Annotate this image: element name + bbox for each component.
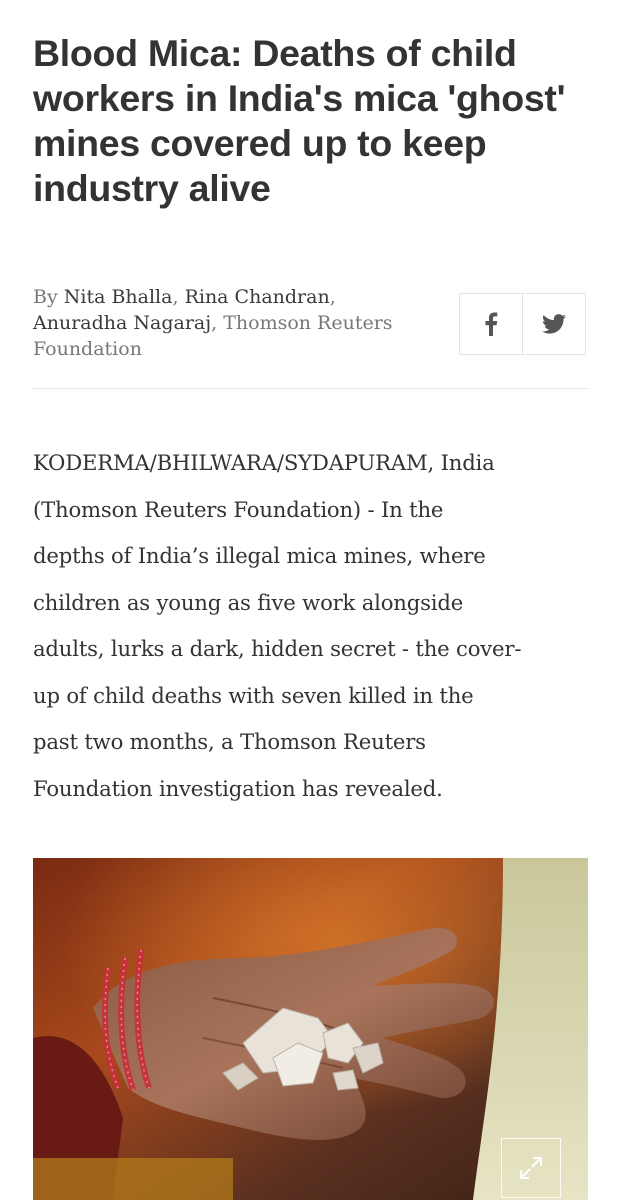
article-lead: KODERMA/BHILWARA/SYDAPURAM, India (Thomson Reuters Foundation) - In the depths of India’s illegal mica mines, where children as young as five work alongside adults, lurks a dark, hidden secret - the cover- up of child deaths with seven killed in the past two months, a Thomson Reuters Foundation investigation has revealed.: [33, 450, 522, 801]
twitter-icon: [542, 314, 566, 334]
byline-organization: Thomson Reuters Foundation: [33, 312, 393, 360]
twitter-share-button[interactable]: [522, 294, 585, 354]
facebook-share-button[interactable]: [460, 294, 522, 354]
author-link[interactable]: Nita Bhalla: [63, 286, 173, 308]
expand-icon: [517, 1154, 545, 1182]
divider: [33, 388, 588, 389]
article-photo[interactable]: [33, 858, 588, 1200]
facebook-icon: [484, 312, 498, 336]
byline-prefix: By: [33, 286, 64, 308]
expand-image-button[interactable]: [501, 1138, 561, 1198]
byline: [33, 284, 393, 362]
byline-row: [33, 284, 588, 374]
byline-separator: ,: [172, 286, 185, 308]
headline: Blood Mica: Deaths of child workers in India's mica 'ghost' mines covered up to keep industry alive: [33, 32, 566, 209]
author-link[interactable]: Anuradha Nagaraj: [33, 312, 212, 334]
byline-separator: ,: [211, 312, 224, 334]
share-buttons: [459, 293, 586, 355]
byline-separator: ,: [329, 286, 336, 308]
author-link[interactable]: Rina Chandran: [184, 286, 330, 308]
